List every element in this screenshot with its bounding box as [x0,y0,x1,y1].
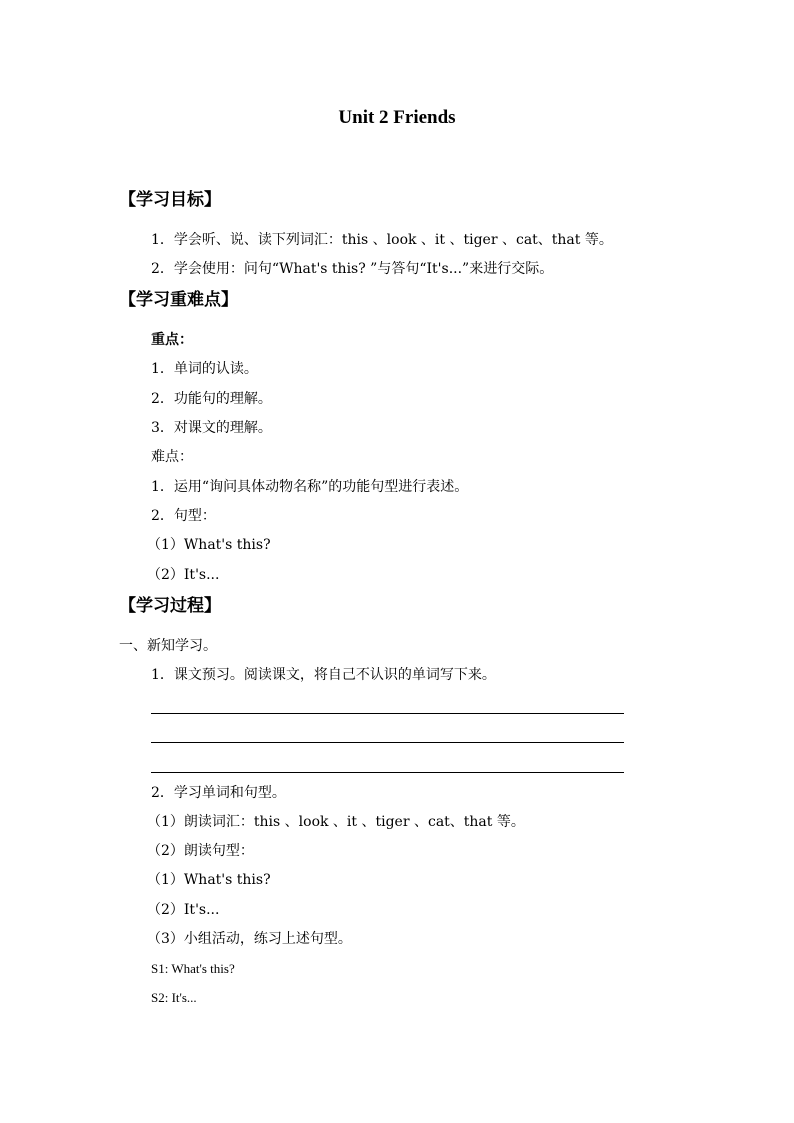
step2-item-5: （3）小组活动，练习上述句型。 [147,931,352,947]
dialogue-line-s1: S1: What's this? [151,961,235,976]
objective-item-2: 2．学会使用：问句“What's this? ”与答句“It's...”来进行交际。 [151,261,554,277]
key-points-label: 重点： [151,332,193,348]
step2-item-3: （1）What's this? [147,872,271,888]
answer-line-1 [151,713,624,714]
section-heading-key-points: 【学习重难点】 [119,290,238,310]
step2-item-1: （1）朗读词汇：this 、look 、it 、tiger 、cat、that 等。 [147,814,525,830]
step2-instruction: 2．学习单词和句型。 [151,785,286,801]
difficult-point-item-1: 1．运用“询问具体动物名称”的功能句型进行表述。 [151,479,469,495]
key-point-item-1: 1．单词的认读。 [151,361,258,377]
step2-item-2: （2）朗读句型： [147,843,254,859]
difficult-point-item-2: 2．句型： [151,508,216,524]
document-title: Unit 2 Friends [338,107,456,128]
sentence-pattern-1: （1）What's this? [147,537,271,553]
key-point-item-3: 3．对课文的理解。 [151,420,272,436]
step1-instruction: 1．课文预习。阅读课文，将自己不认识的单词写下来。 [151,667,496,683]
key-point-item-2: 2．功能句的理解。 [151,391,272,407]
section-heading-process: 【学习过程】 [119,596,221,616]
section-heading-objectives: 【学习目标】 [119,190,221,210]
dialogue-line-s2: S2: It's... [151,990,197,1005]
answer-line-3 [151,772,624,773]
step2-item-4: （2）It's... [147,902,220,918]
difficult-points-label: 难点： [151,449,193,465]
objective-item-1: 1．学会听、说、读下列词汇：this 、look 、it 、tiger 、cat、that 等。 [151,232,613,248]
sentence-pattern-2: （2）It's... [147,567,220,583]
part1-title: 一、新知学习。 [119,638,217,654]
answer-line-2 [151,742,624,743]
